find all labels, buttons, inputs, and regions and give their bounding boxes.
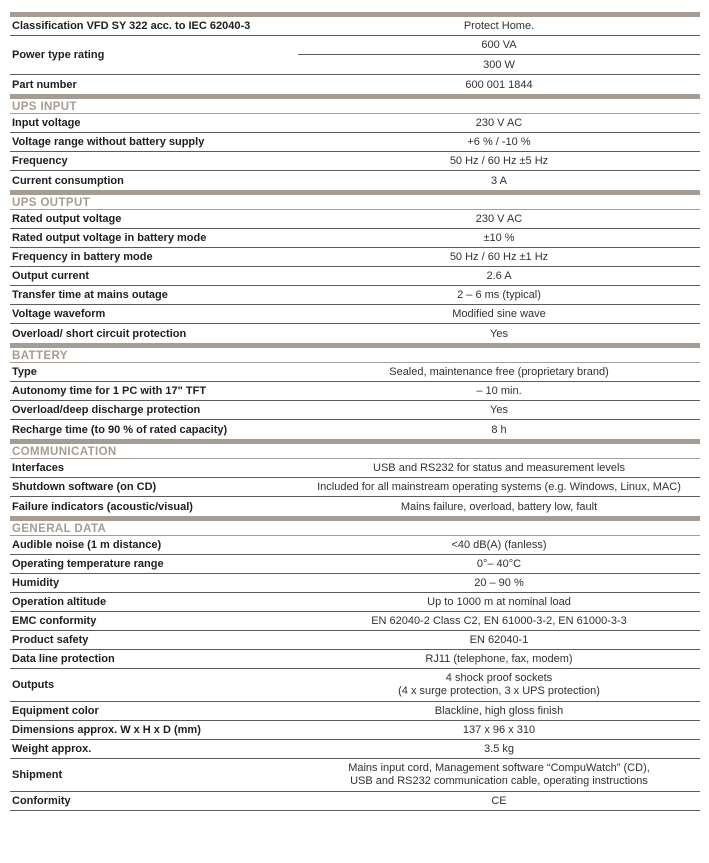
spec-row	[10, 574, 700, 593]
spec-row	[10, 248, 700, 267]
row-value: – 10 min.	[476, 385, 522, 397]
row-value: 600 001 1844	[465, 78, 533, 91]
row-label: Rated output voltage	[12, 213, 122, 225]
row-label: EMC conformity	[12, 615, 97, 627]
spec-row	[10, 114, 700, 133]
row-value: EN 62040-1	[469, 634, 529, 646]
spec-row	[10, 478, 700, 497]
row-value: 8 h	[491, 423, 507, 436]
spec-row	[10, 740, 700, 759]
row-value: Sealed, maintenance free (proprietary brand)	[389, 366, 609, 378]
spec-row-power-type-rating	[10, 36, 700, 75]
spec-row	[10, 650, 700, 669]
row-label: Humidity	[12, 577, 60, 589]
row-label: Frequency	[12, 155, 68, 167]
row-label: Overload/ short circuit protection	[12, 327, 187, 340]
row-label: Rated output voltage in battery mode	[12, 232, 207, 244]
spec-row	[10, 286, 700, 305]
spec-row-outputs	[10, 669, 700, 702]
section-title: COMMUNICATION	[10, 444, 700, 459]
row-value: USB and RS232 for status and measurement levels	[373, 462, 625, 474]
spec-row	[10, 536, 700, 555]
row-label: Interfaces	[12, 462, 64, 474]
row-label: Recharge time (to 90 % of rated capacity)	[12, 423, 228, 436]
spec-row	[10, 420, 700, 439]
spec-row	[10, 792, 700, 811]
section-title: BATTERY	[10, 348, 700, 363]
row-label: Weight approx.	[12, 743, 92, 755]
spec-row	[10, 229, 700, 248]
row-value: Yes	[490, 404, 508, 416]
row-label: Current consumption	[12, 174, 124, 187]
row-label: Shipment	[12, 769, 63, 781]
row-label: Dimensions approx. W x H x D (mm)	[12, 724, 201, 736]
row-value: 2.6 A	[486, 270, 512, 282]
row-value-line: (4 x surge protection, 3 x UPS protection)	[398, 685, 600, 697]
row-value: EN 62040-2 Class C2, EN 61000-3-2, EN 61000-3-3	[371, 615, 627, 627]
row-value: 300 W	[483, 58, 515, 71]
row-label: Part number	[12, 78, 77, 91]
spec-row	[10, 702, 700, 721]
spec-row	[10, 593, 700, 612]
row-value-line: 4 shock proof sockets	[445, 672, 553, 684]
section-title: UPS INPUT	[10, 99, 700, 114]
row-label: Power type rating	[12, 49, 105, 61]
spec-row	[10, 497, 700, 516]
spec-row	[10, 305, 700, 324]
row-value: 3.5 kg	[484, 743, 514, 755]
section-communication	[10, 439, 700, 516]
spec-row	[10, 382, 700, 401]
section-title: UPS OUTPUT	[10, 195, 700, 210]
row-value: 2 – 6 ms (typical)	[457, 289, 541, 301]
row-value: Blackline, high gloss finish	[434, 705, 564, 717]
spec-row	[10, 721, 700, 740]
row-label: Audible noise (1 m distance)	[12, 539, 162, 551]
row-label: Autonomy time for 1 PC with 17" TFT	[12, 385, 207, 397]
row-label: Output current	[12, 270, 89, 282]
section-ups-output	[10, 190, 700, 343]
row-value: 137 x 96 x 310	[462, 724, 536, 736]
row-label: Operation altitude	[12, 596, 107, 608]
row-value: Yes	[490, 327, 508, 340]
row-label: Equipment color	[12, 705, 99, 717]
spec-row-classification	[10, 17, 700, 36]
row-value-line: Mains input cord, Management software “CompuWatch” (CD),	[348, 762, 650, 774]
spec-row	[10, 612, 700, 631]
spec-row-part-number	[10, 75, 700, 94]
row-value: Mains failure, overload, battery low, fault	[400, 500, 598, 513]
row-label: Overload/deep discharge protection	[12, 404, 201, 416]
row-value: 3 A	[491, 174, 507, 187]
row-value: <40 dB(A) (fanless)	[451, 539, 547, 551]
row-value: Modified sine wave	[452, 308, 546, 320]
row-value: 600 VA	[298, 36, 700, 55]
spec-row	[10, 555, 700, 574]
row-label: Type	[12, 366, 37, 378]
section-top	[10, 12, 700, 94]
row-value: 50 Hz / 60 Hz ±1 Hz	[449, 251, 549, 263]
spec-row	[10, 459, 700, 478]
spec-row-shipment	[10, 759, 700, 792]
row-label: Conformity	[12, 795, 71, 807]
row-label: Classification VFD SY 322 acc. to IEC 62040-3	[12, 20, 251, 32]
row-value: 20 – 90 %	[474, 577, 524, 589]
row-value: 230 V AC	[475, 213, 523, 225]
row-value	[298, 672, 700, 698]
row-value: Up to 1000 m at nominal load	[427, 596, 571, 608]
row-value: 0°– 40°C	[476, 558, 522, 570]
row-label: Transfer time at mains outage	[12, 289, 168, 301]
row-value	[298, 762, 700, 788]
spec-row	[10, 363, 700, 382]
row-value: +6 % / -10 %	[467, 136, 531, 148]
row-label: Failure indicators (acoustic/visual)	[12, 500, 193, 513]
row-value: Included for all mainstream operating systems (e.g. Windows, Linux, MAC)	[317, 481, 681, 493]
spec-row	[10, 267, 700, 286]
row-label: Operating temperature range	[12, 558, 164, 570]
spec-row	[10, 133, 700, 152]
row-label: Voltage waveform	[12, 308, 106, 320]
row-label: Voltage range without battery supply	[12, 136, 205, 148]
row-value-line: USB and RS232 communication cable, operating instructions	[350, 775, 648, 787]
spec-sheet	[10, 0, 700, 811]
spec-row	[10, 210, 700, 229]
section-title: GENERAL DATA	[10, 521, 700, 536]
row-label: Data line protection	[12, 653, 115, 665]
row-label: Outputs	[12, 679, 55, 691]
section-ups-input	[10, 94, 700, 190]
spec-row	[10, 324, 700, 343]
section-battery	[10, 343, 700, 439]
row-value: CE	[491, 795, 507, 807]
spec-row	[10, 152, 700, 171]
spec-row	[10, 631, 700, 650]
row-label: Frequency in battery mode	[12, 251, 153, 263]
value-stack	[298, 36, 700, 74]
section-general-data	[10, 516, 700, 811]
row-value: 230 V AC	[475, 117, 523, 129]
spec-row	[10, 401, 700, 420]
row-value: 50 Hz / 60 Hz ±5 Hz	[449, 155, 549, 167]
row-value: Protect Home.	[463, 20, 535, 32]
row-label: Product safety	[12, 634, 89, 646]
spec-row	[10, 171, 700, 190]
row-label: Input voltage	[12, 117, 81, 129]
row-label: Shutdown software (on CD)	[12, 481, 157, 493]
row-value: ±10 %	[483, 232, 515, 244]
row-value: RJ11 (telephone, fax, modem)	[425, 653, 573, 665]
